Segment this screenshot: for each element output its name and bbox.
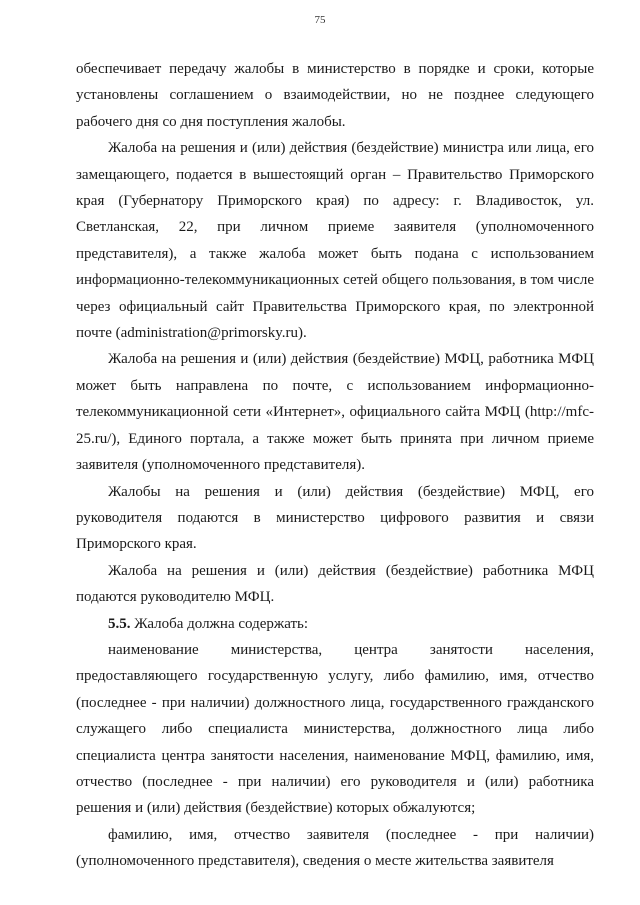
paragraph-8: фамилию, имя, отчество заявителя (последнее - при наличии) (уполномоченного представителя), сведения о месте жительства заявителя	[76, 826, 594, 870]
page-number: 75	[314, 14, 326, 26]
paragraph-4: Жалобы на решения и (или) действия (бездействие) МФЦ, его руководителя подаются в министерство цифрового развития и связи Приморского края.	[76, 483, 594, 553]
section-heading-text: Жалоба должна содержать:	[130, 615, 309, 632]
paragraph-6	[76, 611, 594, 637]
section-number: 5.5.	[108, 615, 131, 632]
paragraph-3: Жалоба на решения и (или) действия (бездействие) МФЦ, работника МФЦ может быть направлена по почте, с использованием информационно-телекоммуникационной сети «Интернет», официального сайта МФЦ (http://mfc-25.ru/), Единого портала, а также может быть принята при личном приеме заявителя (уполномоченного представителя).	[76, 351, 594, 474]
paragraph-7: наименование министерства, центра занятости населения, предоставляющего государственную услугу, либо фамилию, имя, отчество (последнее - при наличии) должностного лица, государственного гражданского служащего либо специалиста министерства, должностного лица либо специалиста центра занятости населения, наименование МФЦ, фамилию, имя, отчество (последнее - при наличии) его руководителя и (или) работника решения и (или) действия (бездействие) которых обжалуются;	[76, 641, 594, 817]
paragraph-5: Жалоба на решения и (или) действия (бездействие) работника МФЦ подаются руководителю МФЦ.	[76, 562, 594, 606]
document-body	[76, 56, 594, 875]
paragraph-2: Жалоба на решения и (или) действия (бездействие) министра или лица, его замещающего, подается в вышестоящий орган – Правительство Приморского края (Губернатору Приморского края) по адресу: г. Владивосток, ул. Светланская, 22, при личном приеме заявителя (уполномоченного представителя), а также жалоба может быть подана с использованием информационно-телекоммуникационных сетей общего пользования, в том числе через официальный сайт Правительства Приморского края, по электронной почте (administration@primorsky.ru).	[76, 140, 594, 342]
paragraph-1: обеспечивает передачу жалобы в министерство в порядке и сроки, которые установлены соглашением о взаимодействии, но не позднее следующего рабочего дня со дня поступления жалобы.	[76, 61, 594, 130]
